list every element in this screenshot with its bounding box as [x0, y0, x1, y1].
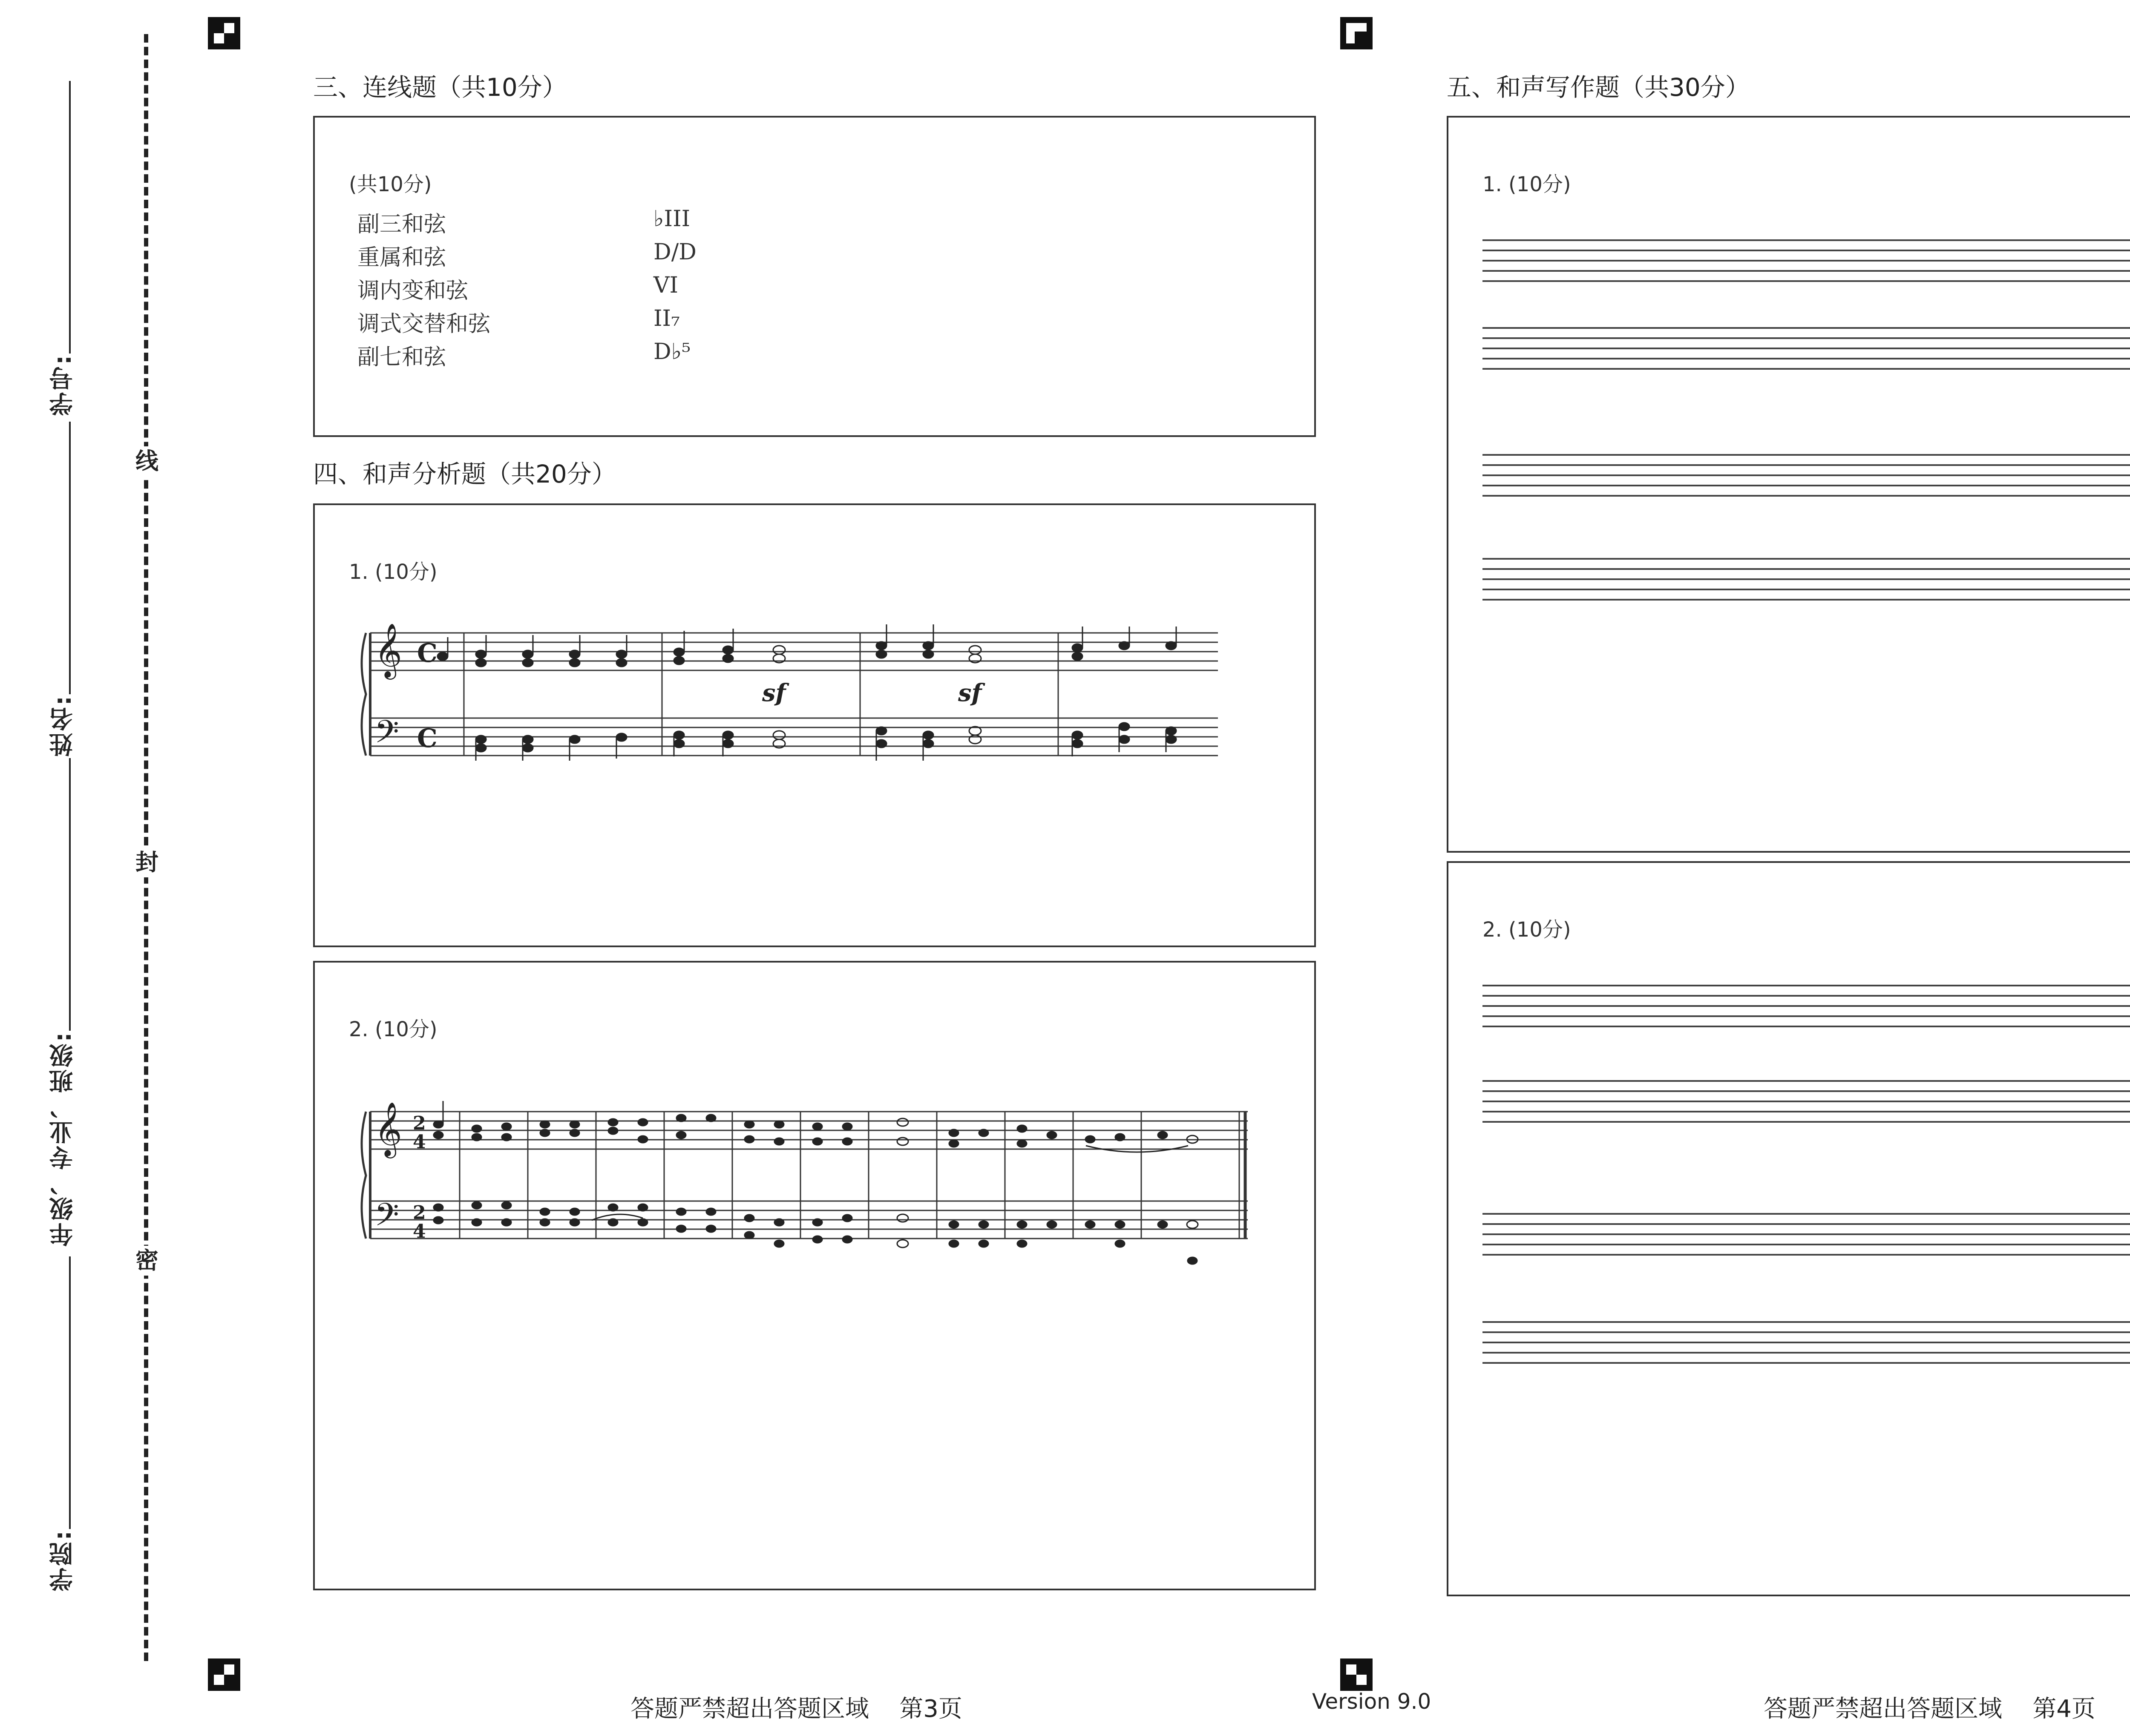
svg-text:𝄞: 𝄞 — [374, 623, 403, 677]
version-label: Version 9.0 — [1312, 1689, 1431, 1714]
blank-staff — [1482, 1213, 2130, 1254]
q1-time-signature-treble: C — [417, 638, 438, 668]
analysis-question-2-box[interactable] — [313, 961, 1316, 1590]
college-line[interactable] — [69, 1256, 71, 1529]
student-id-line[interactable] — [69, 81, 71, 354]
class-label: 年级、专业、班级: — [49, 1031, 77, 1247]
name-line[interactable] — [69, 422, 71, 694]
svg-text:𝄢: 𝄢 — [374, 1196, 399, 1241]
blank-staff — [1482, 327, 2130, 368]
analysis-q1-score — [353, 603, 1261, 782]
matching-left-item[interactable]: 重属和弦 — [357, 245, 446, 270]
name-label: 姓名: — [49, 694, 77, 757]
svg-text:𝄢: 𝄢 — [374, 713, 399, 758]
footer-page-3: 答题严禁超出答题区域 第3页 — [630, 1695, 962, 1723]
matching-right-item[interactable]: II₇ — [653, 306, 680, 331]
writing-question-2-box[interactable] — [1447, 861, 2130, 1596]
matching-left-item[interactable]: 调式交替和弦 — [357, 311, 491, 337]
matching-left-item[interactable]: 调内变和弦 — [357, 278, 469, 304]
matching-right-item[interactable]: ♭III — [653, 206, 691, 232]
matching-question-box — [313, 116, 1316, 437]
section4-title: 四、和声分析题（共20分） — [313, 460, 616, 489]
positioning-marker-top-left — [208, 17, 240, 49]
writing-question-1-box[interactable] — [1447, 116, 2130, 853]
seal-char-line: 线 — [135, 446, 157, 476]
dynamic-marking-1: sf — [762, 679, 786, 707]
matching-left-item[interactable]: 副三和弦 — [357, 212, 446, 237]
blank-staff — [1482, 558, 2130, 599]
seal-char-secret: 密 — [135, 1246, 157, 1276]
class-line[interactable] — [69, 758, 71, 1031]
section5-title: 五、和声写作题（共30分） — [1447, 73, 1750, 102]
analysis-q2-label: 2. (10分) — [349, 1017, 438, 1041]
college-label: 学院: — [49, 1529, 77, 1592]
q2-time-signature-top-bass: 2 — [413, 1202, 426, 1224]
dynamic-marking-2: sf — [958, 679, 982, 707]
blank-staff — [1482, 1080, 2130, 1121]
matching-right-item[interactable]: D♭⁵ — [653, 339, 691, 365]
matching-right-item[interactable]: D/D — [653, 239, 697, 265]
writing-q1-label: 1. (10分) — [1482, 172, 1571, 196]
positioning-marker-bottom-left — [208, 1658, 240, 1691]
positioning-marker-bottom-center — [1340, 1658, 1373, 1691]
q2-time-signature-bottom-bass: 4 — [413, 1221, 426, 1242]
q2-time-signature-bottom-treble: 4 — [413, 1131, 426, 1153]
analysis-question-1-box[interactable] — [313, 503, 1316, 947]
seal-char-seal: 封 — [135, 848, 157, 877]
analysis-q1-label: 1. (10分) — [349, 560, 438, 584]
svg-text:𝄞: 𝄞 — [374, 1101, 403, 1156]
blank-staff — [1482, 985, 2130, 1026]
matching-inner-label: (共10分) — [349, 172, 432, 196]
positioning-marker-top-center — [1340, 17, 1373, 49]
analysis-q2-score — [353, 1061, 1273, 1282]
footer-page-4: 答题严禁超出答题区域 第4页 — [1764, 1695, 2095, 1723]
matching-left-item[interactable]: 副七和弦 — [357, 345, 446, 370]
writing-q2-label: 2. (10分) — [1482, 918, 1571, 942]
section3-title: 三、连线题（共10分） — [313, 73, 567, 102]
blank-staff — [1482, 454, 2130, 495]
student-id-label: 学号: — [49, 354, 77, 416]
blank-staff — [1482, 1321, 2130, 1362]
blank-staff — [1482, 239, 2130, 280]
matching-right-item[interactable]: VI — [653, 273, 679, 298]
q1-time-signature-bass: C — [417, 724, 438, 753]
q2-time-signature-top-treble: 2 — [413, 1112, 426, 1134]
